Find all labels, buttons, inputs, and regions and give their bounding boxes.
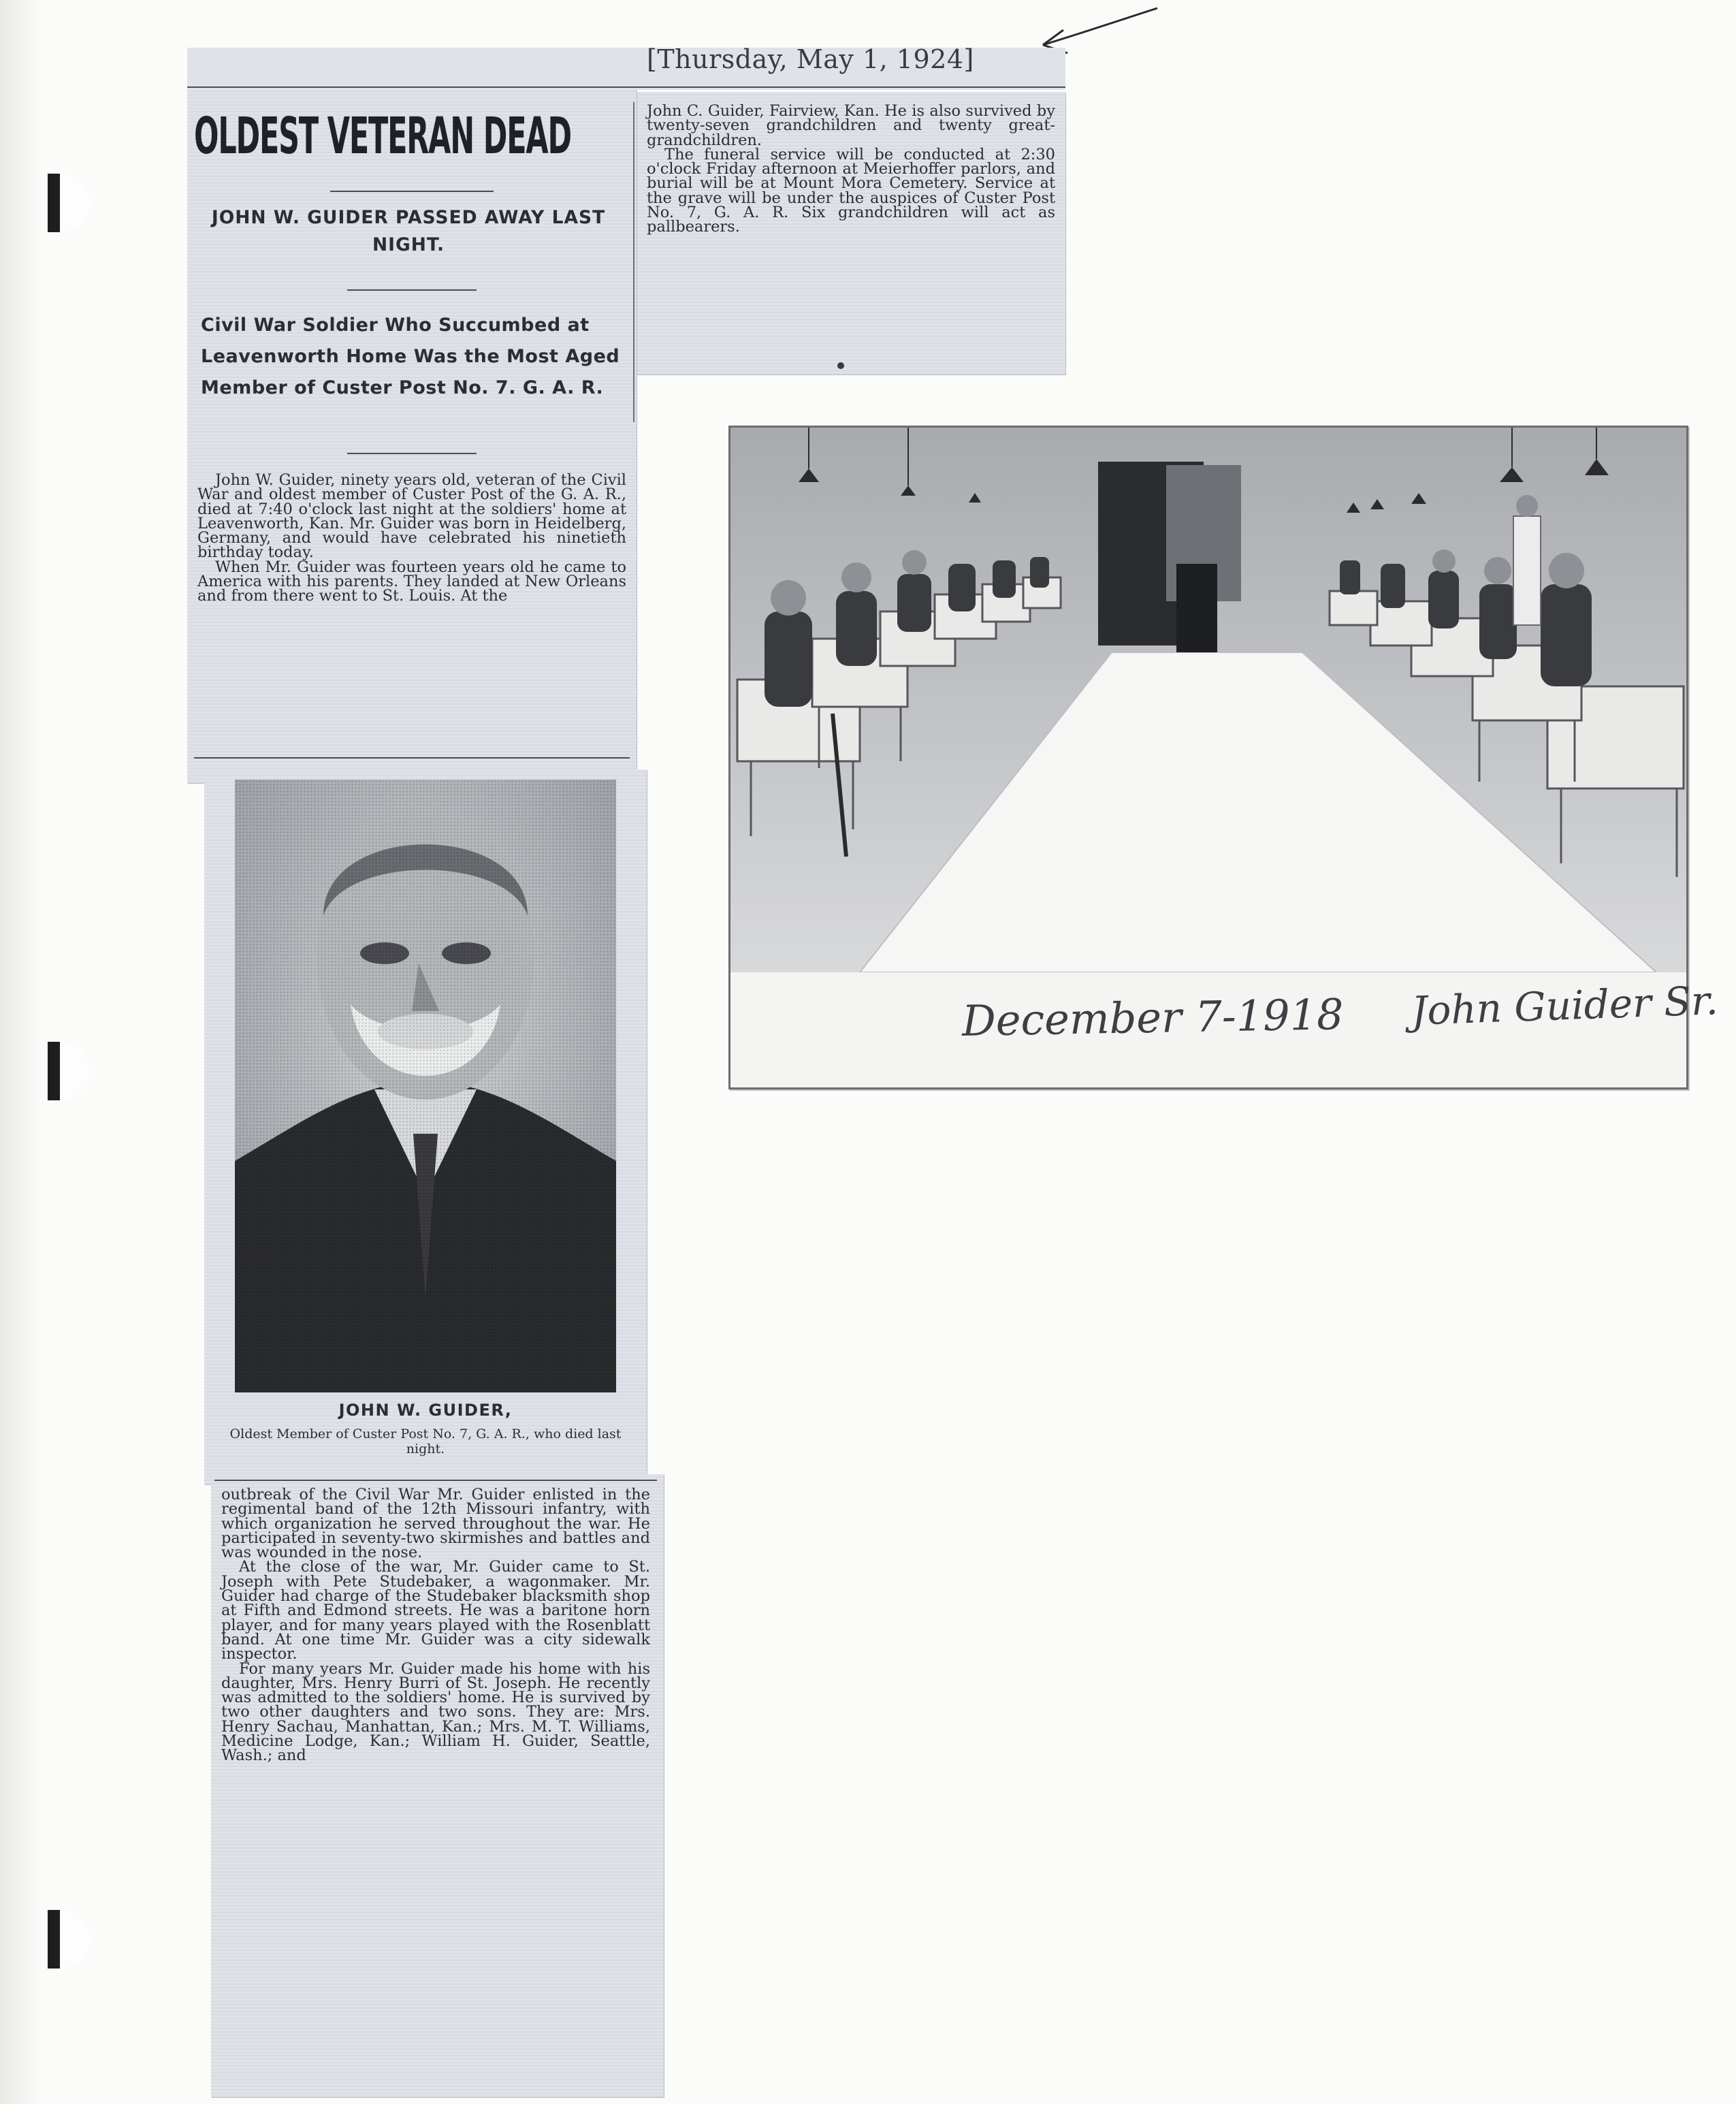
binder-hole-middle xyxy=(48,1042,90,1100)
column-one-paragraph: John W. Guider, ninety years old, veteran of the Civil War and oldest member of Custer Post of the G. A. R., died at 7:40 o'clock last night at the soldiers' home at Leavenworth, Kan. Mr. Guider was born in Heidelberg, Germany, and would have celebrated his ninetieth birthday today. xyxy=(197,471,626,562)
photo-inscription-date: December 7-1918 xyxy=(961,989,1345,1046)
deck-one: JOHN W. GUIDER PASSED AWAY LAST NIGHT. xyxy=(211,207,606,255)
date-rule xyxy=(187,86,1065,88)
deck-two: Civil War Soldier Who Succumbed at Leavenworth Home Was the Most Aged Member of Custer Post No. 7. G. A. R. xyxy=(201,315,620,398)
continuation-paragraph: At the close of the war, Mr. Guider came to St. Joseph with Pete Studebaker, a wagonmaker. Mr. Guider had charge of the Studebaker blacksmith shop at Fifth and Edmond streets. He was a baritone horn player, and for many years played with the Rosenblatt band. At one time Mr. Guider was a city sidewalk inspector. xyxy=(221,1558,650,1663)
continuation-paragraph: outbreak of the Civil War Mr. Guider enlisted in the regimental band of the 12th Missouri infantry, with which organization he served throughout the war. He participated in seventy-two skirmishes and battles and was wounded in the nose. xyxy=(221,1486,650,1562)
ward-photo xyxy=(730,428,1686,972)
column-two-paragraph: The funeral service will be conducted at 2:30 o'clock Friday afternoon at Meierhoffer parlors, and burial will be at Mount Mora Cemetery. Service at the grave will be under the auspices of Custer Post No. 7, G. A. R. Six grandchildren will act as pallbearers. xyxy=(647,145,1055,236)
binder-hole-top xyxy=(48,174,90,232)
clipping-column-one xyxy=(187,48,637,783)
binder-hole-bottom xyxy=(48,1910,90,1968)
portrait-caption-sub: Oldest Member of Custer Post No. 7, G. A. R., who died last night. xyxy=(229,1426,622,1456)
publication-date: [Thursday, May 1, 1924] xyxy=(647,44,974,74)
continuation-paragraph: For many years Mr. Guider made his home with his daughter, Mrs. Henry Burri of St. Joseph. He recently was admitted to the soldiers' home. He is survived by two other daughters and two sons. They are: Mrs. Henry Sachau, Manhattan, Kan.; Mrs. M. T. Williams, Medicine Lodge, Kan.; William H. Guider, Seattle, Wash.; and xyxy=(221,1659,650,1765)
clipping-portrait xyxy=(204,769,647,1484)
end-dot xyxy=(837,362,844,369)
clipping-column-two xyxy=(633,92,1065,374)
page-binding-edge xyxy=(0,0,41,2104)
photo-inscription-name: John Guider Sr. xyxy=(1410,977,1719,1034)
column-one-paragraph: When Mr. Guider was fourteen years old he came to America with his parents. They landed at New Orleans and from there went to St. Louis. At the xyxy=(197,558,626,605)
headline: OLDEST VETERAN DEAD xyxy=(194,109,571,165)
ward-photo-card xyxy=(728,426,1719,1089)
column-two-paragraph: John C. Guider, Fairview, Kan. He is also survived by twenty-seven grandchildren and twenty great-grandchildren. xyxy=(647,102,1055,149)
portrait-caption-name: JOHN W. GUIDER, xyxy=(338,1401,513,1420)
portrait-photo xyxy=(235,780,616,1392)
clipping-continuation xyxy=(211,1474,664,2097)
